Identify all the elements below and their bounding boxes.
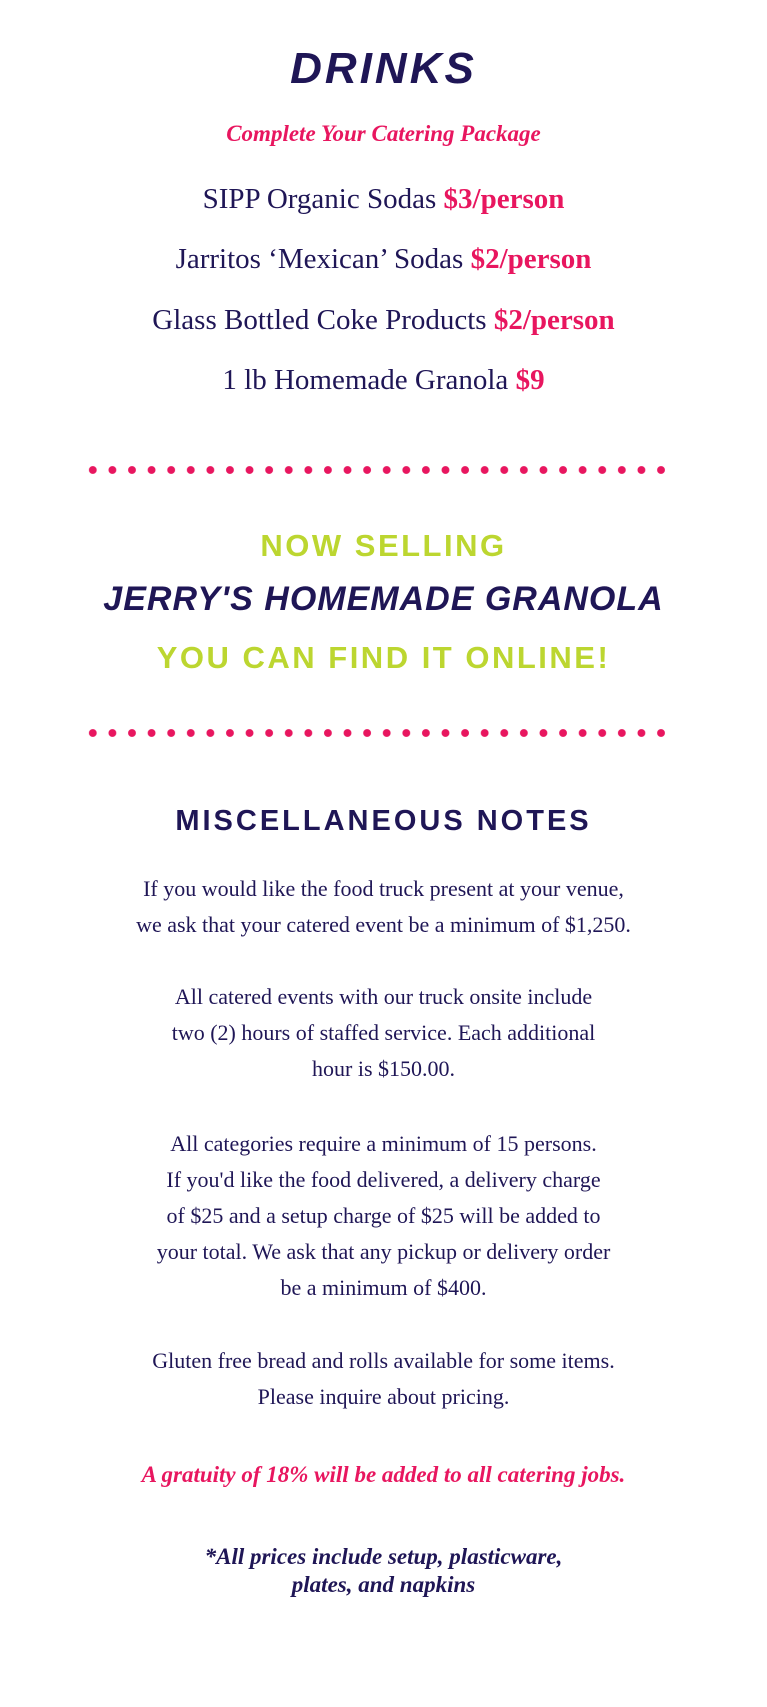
item-price: $9	[515, 364, 545, 396]
prices-footnote	[0, 1543, 767, 1599]
note-line: of $25 and a setup charge of $25 will be added to	[166, 1203, 601, 1228]
item-price: $2/person	[493, 304, 615, 336]
footnote-line: plates, and napkins	[291, 1572, 476, 1597]
note-line: All categories require a minimum of 15 persons.	[170, 1131, 597, 1156]
note-line: Gluten free bread and rolls available for some items.	[152, 1348, 615, 1373]
item-price: $2/person	[470, 243, 592, 275]
note-line: hour is $150.00.	[312, 1056, 455, 1081]
misc-notes-heading: MISCELLANEOUS NOTES	[175, 805, 592, 837]
item-price: $3/person	[443, 183, 565, 215]
dotted-divider	[83, 465, 671, 475]
drink-item	[0, 363, 767, 397]
item-name: Glass Bottled Coke Products	[152, 304, 487, 336]
note-paragraph	[0, 1343, 767, 1415]
note-line: your total. We ask that any pickup or delivery order	[156, 1239, 611, 1264]
drink-item	[0, 303, 767, 337]
note-paragraph	[0, 871, 767, 943]
drinks-heading: DRINKS	[290, 44, 477, 93]
note-line: be a minimum of $400.	[280, 1275, 487, 1300]
gratuity-notice: A gratuity of 18% will be added to all catering jobs.	[141, 1462, 626, 1487]
note-line: two (2) hours of staffed service. Each additional	[171, 1020, 596, 1045]
item-name: SIPP Organic Sodas	[202, 183, 437, 215]
promo-line-online: YOU CAN FIND IT ONLINE!	[156, 640, 611, 675]
item-name: Jarritos ‘Mexican’ Sodas	[175, 243, 464, 275]
dotted-divider	[83, 728, 671, 738]
note-line: Please inquire about pricing.	[257, 1384, 510, 1409]
note-paragraph	[0, 1126, 767, 1306]
note-paragraph	[0, 979, 767, 1087]
footnote-line: *All prices include setup, plasticware,	[204, 1544, 563, 1569]
note-line: we ask that your catered event be a minimum of $1,250.	[136, 912, 631, 937]
note-line: All catered events with our truck onsite include	[174, 984, 593, 1009]
promo-line-now-selling: NOW SELLING	[260, 528, 507, 563]
promo-granola-title: JERRY'S HOMEMADE GRANOLA	[103, 580, 664, 618]
drink-item	[0, 182, 767, 216]
note-line: If you'd like the food delivered, a delivery charge	[166, 1167, 601, 1192]
note-line: If you would like the food truck present at your venue,	[143, 876, 624, 901]
drinks-subtitle: Complete Your Catering Package	[226, 121, 541, 146]
item-name: 1 lb Homemade Granola	[222, 364, 509, 396]
drink-item	[0, 242, 767, 276]
